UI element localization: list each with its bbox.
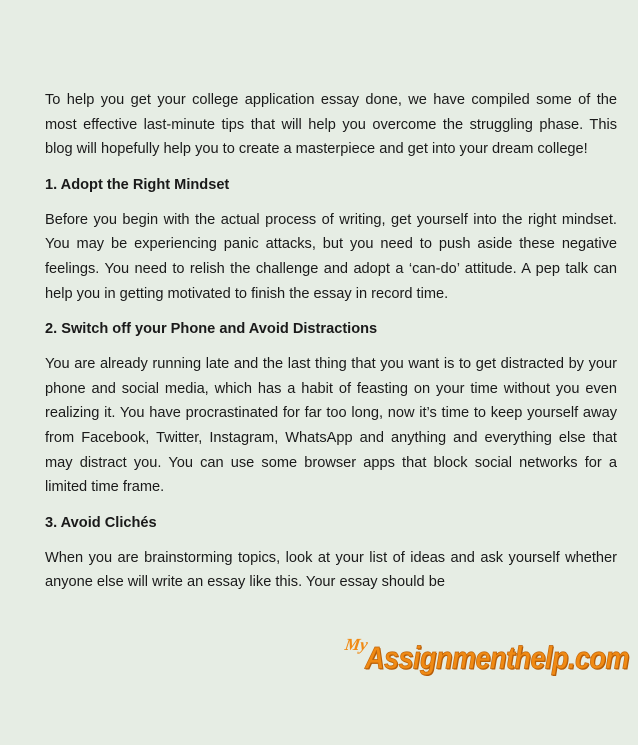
intro-paragraph: To help you get your college application essay done, we have compiled some of the most effective last-minute tips that will help you overcome the struggling phase. This blog will hopefully help you to create a masterpiece and get into your dream college!	[45, 92, 617, 158]
brand-logo	[343, 633, 630, 683]
section-2-body: You are already running late and the last thing that you want is to get distracted by your phone and social media, which has a habit of feasting on your time without you even realizing it. You have procrastinated for far too long, now it’s time to keep yourself away from Facebook, Twitter, Instagram, WhatsApp and anything and everything else that may distract you. You can use some browser apps that block social networks for a limited time frame.	[45, 356, 617, 496]
section-3-body: When you are brainstorming topics, look at your list of ideas and ask yourself whether anyone else will write an essay like this. Your essay should be	[45, 549, 617, 591]
document-body	[45, 88, 617, 607]
logo-prefix: My	[343, 635, 370, 654]
section-1-body: Before you begin with the actual process of writing, get yourself into the right mindset. You may be experiencing panic attacks, but you need to push aside these negative feelings. You need to relish the challenge and adopt a ‘can-do’ attitude. A pep talk can help you in getting motivated to finish the essay in record time.	[45, 211, 617, 302]
section-3-heading: 3. Avoid Clichés	[45, 514, 157, 531]
section-1-heading: 1. Adopt the Right Mindset	[45, 176, 230, 193]
logo-wordmark: Assignmenthelp.com	[365, 641, 630, 676]
section-2-heading: 2. Switch off your Phone and Avoid Distractions	[45, 321, 378, 338]
